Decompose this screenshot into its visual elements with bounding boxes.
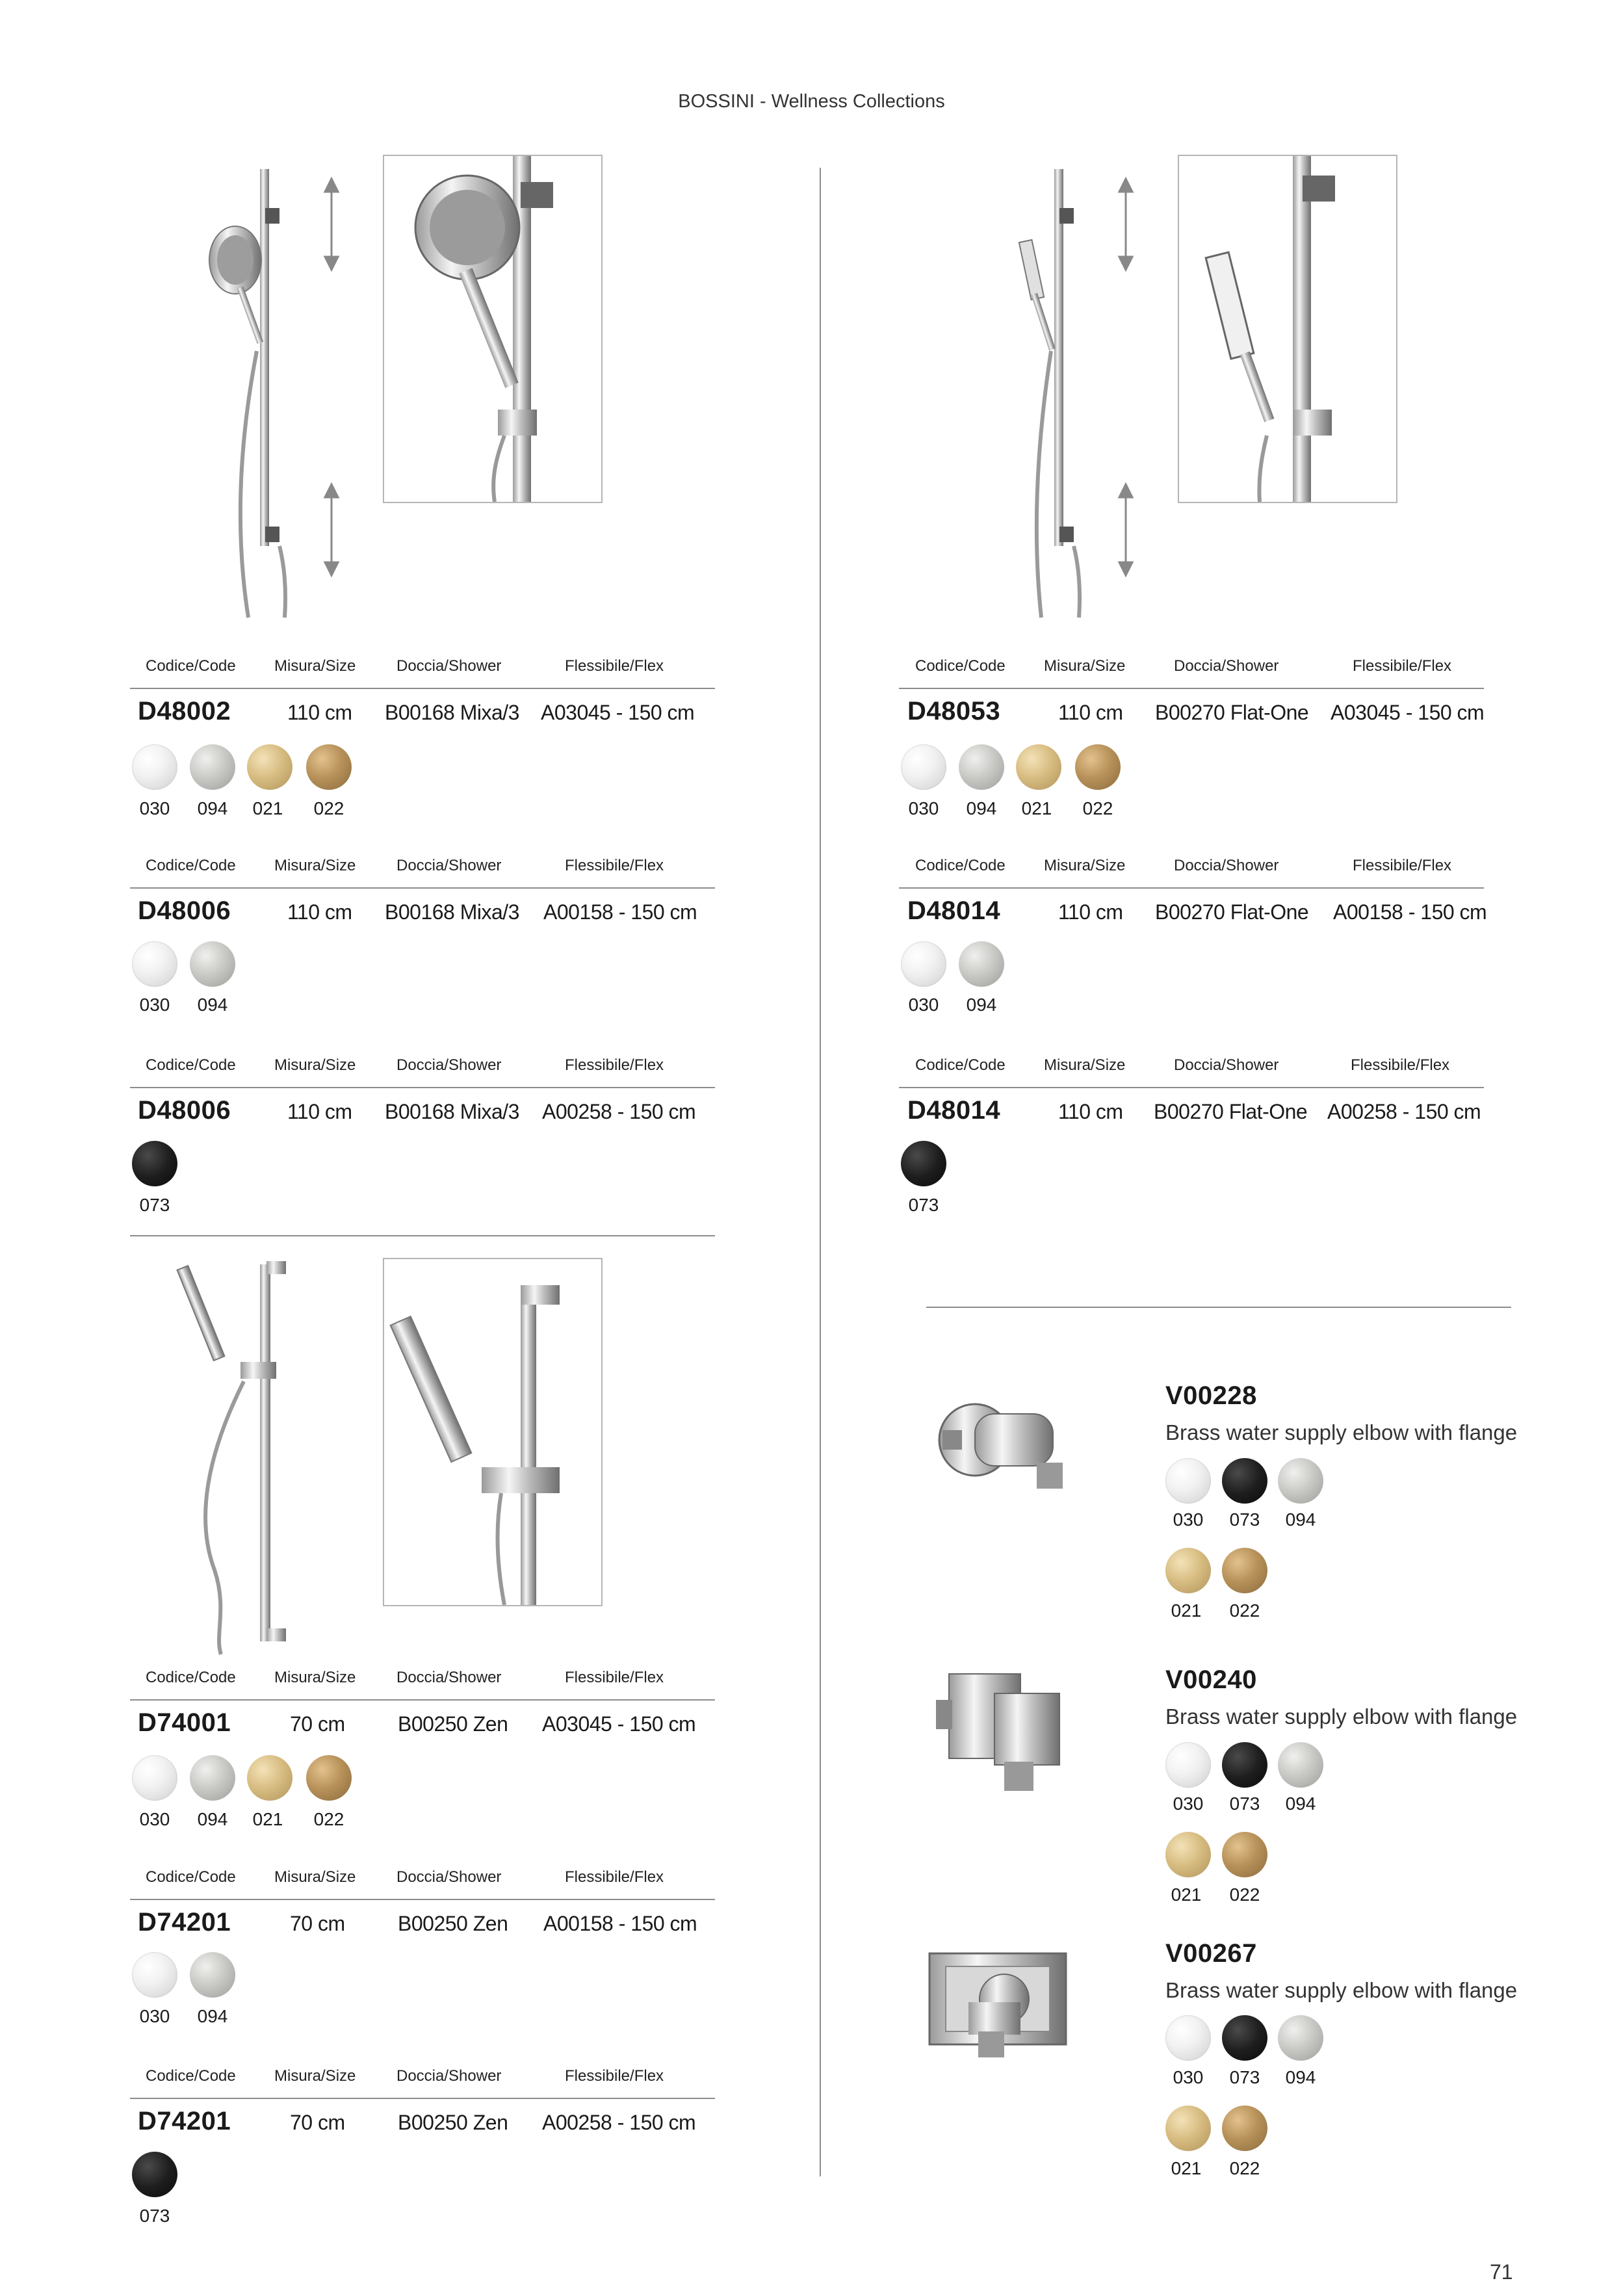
page-header: BOSSINI - Wellness Collections	[678, 91, 945, 112]
finish-code: 094	[966, 995, 997, 1015]
finish-swatch	[247, 744, 292, 790]
shower-rail-flat-one-image	[983, 163, 1152, 631]
finish-code: 021	[1171, 1600, 1202, 1621]
finish-swatch	[306, 1755, 352, 1801]
finish-swatch	[901, 941, 946, 987]
finish-code: 021	[1171, 1885, 1202, 1905]
product-shower: B00270 Flat-One	[1155, 701, 1309, 724]
product-code: D48006	[138, 1096, 231, 1125]
header-size: Misura/Size	[274, 1868, 356, 1886]
header-code: Codice/Code	[146, 657, 236, 675]
product-size: 110 cm	[1058, 1100, 1123, 1123]
finish-code: 094	[197, 798, 228, 818]
header-size: Misura/Size	[274, 2067, 356, 2085]
finish-swatch	[901, 744, 946, 790]
product-shower: B00250 Zen	[398, 1912, 508, 1935]
product-flex: A03045 - 150 cm	[542, 1712, 696, 1736]
accessory-description: Brass water supply elbow with flange	[1165, 1978, 1518, 2002]
page-number: 71	[1490, 2260, 1513, 2284]
finish-swatch	[190, 744, 235, 790]
finish-swatch	[132, 2152, 177, 2197]
finish-swatch	[1165, 2106, 1211, 2151]
finish-code: 094	[1285, 1794, 1316, 1814]
finish-code: 073	[1229, 2067, 1260, 2087]
finish-code: 094	[197, 995, 228, 1015]
finish-code: 030	[139, 1809, 170, 1829]
product-shower: B00168 Mixa/3	[385, 701, 519, 724]
table-rule	[899, 688, 1484, 689]
finish-swatch	[132, 941, 177, 987]
finish-swatch	[1222, 2106, 1267, 2151]
product-size: 70 cm	[290, 1712, 345, 1736]
accessory-code: V00240	[1165, 1665, 1257, 1694]
product-size: 70 cm	[290, 2111, 345, 2134]
header-code: Codice/Code	[915, 657, 1006, 675]
shower-head-zen-photo	[383, 1258, 603, 1606]
finish-swatch	[1165, 1548, 1211, 1593]
table-header	[0, 1056, 1560, 1076]
product-code: D74201	[138, 2107, 231, 2135]
product-shower: B00168 Mixa/3	[385, 1100, 519, 1123]
header-flex: Flessibile/Flex	[565, 657, 664, 675]
finish-swatch	[1222, 1742, 1267, 1788]
header-code: Codice/Code	[146, 2067, 236, 2085]
header-size: Misura/Size	[1044, 657, 1126, 675]
finish-code: 094	[1285, 1509, 1316, 1530]
header-shower: Doccia/Shower	[1174, 657, 1279, 675]
header-size: Misura/Size	[274, 1056, 356, 1074]
header-shower: Doccia/Shower	[396, 857, 502, 874]
header-shower: Doccia/Shower	[396, 657, 502, 675]
table-rule	[130, 1087, 715, 1088]
finish-swatch	[1278, 1742, 1323, 1788]
product-code: D48053	[907, 697, 1001, 725]
table-rule	[130, 1899, 715, 1900]
shower-head-flat-one-photo	[1178, 155, 1397, 503]
finish-swatch	[1222, 1548, 1267, 1593]
header-shower: Doccia/Shower	[1174, 1056, 1279, 1074]
product-code: D48006	[138, 896, 231, 925]
table-rule	[130, 688, 715, 689]
product-code: D48014	[907, 1096, 1001, 1125]
finish-code: 022	[1082, 798, 1113, 818]
finish-swatch	[132, 1141, 177, 1186]
finish-code: 073	[139, 2206, 170, 2226]
finish-code: 021	[252, 798, 283, 818]
finish-swatch	[901, 1141, 946, 1186]
product-size: 110 cm	[287, 1100, 352, 1123]
header-size: Misura/Size	[274, 857, 356, 874]
finish-code: 030	[139, 995, 170, 1015]
finish-swatch	[1165, 1742, 1211, 1788]
accessory-description: Brass water supply elbow with flange	[1165, 1420, 1518, 1444]
product-flex: A00258 - 150 cm	[542, 1100, 696, 1123]
finish-swatch	[190, 1952, 235, 1998]
finish-swatch	[190, 941, 235, 987]
header-flex: Flessibile/Flex	[1351, 1056, 1450, 1074]
finish-code: 030	[1173, 1509, 1204, 1530]
finish-code: 030	[1173, 1794, 1204, 1814]
elbow-v00267-image	[923, 1940, 1085, 2070]
table-row	[0, 2106, 780, 2138]
header-flex: Flessibile/Flex	[1353, 657, 1452, 675]
header-code: Codice/Code	[146, 1868, 236, 1886]
accessory-code: V00267	[1165, 1939, 1257, 1968]
header-shower: Doccia/Shower	[396, 1669, 502, 1686]
header-flex: Flessibile/Flex	[565, 1868, 664, 1886]
product-code: D74201	[138, 1908, 231, 1937]
table-rule	[130, 887, 715, 889]
elbow-v00240-image	[936, 1661, 1085, 1804]
finish-swatch	[1016, 744, 1061, 790]
shower-rail-zen-image	[175, 1258, 305, 1661]
table-row	[0, 696, 1560, 728]
product-shower: B00250 Zen	[398, 2111, 508, 2134]
finish-code: 094	[197, 2006, 228, 2026]
finish-swatch	[1165, 2015, 1211, 2061]
header-shower: Doccia/Shower	[396, 2067, 502, 2085]
product-flex: A00158 - 150 cm	[1333, 900, 1487, 924]
finish-code: 030	[139, 2006, 170, 2026]
accessory-description: Brass water supply elbow with flange	[1165, 1704, 1518, 1729]
header-size: Misura/Size	[1044, 857, 1126, 874]
product-size: 70 cm	[290, 1912, 345, 1935]
accessory-code: V00228	[1165, 1381, 1257, 1410]
finish-code: 030	[139, 798, 170, 818]
table-header	[0, 857, 1560, 876]
finish-swatch	[132, 1952, 177, 1998]
header-code: Codice/Code	[146, 1056, 236, 1074]
shower-rail-mixa-image	[188, 163, 357, 631]
product-flex: A00158 - 150 cm	[543, 900, 697, 924]
header-code: Codice/Code	[915, 1056, 1006, 1074]
finish-code: 073	[139, 1195, 170, 1215]
finish-swatch	[1222, 1458, 1267, 1504]
table-header	[0, 2067, 780, 2087]
finish-swatch	[959, 941, 1004, 987]
column-divider	[820, 168, 821, 2176]
product-flex: A00258 - 150 cm	[542, 2111, 696, 2134]
header-size: Misura/Size	[1044, 1056, 1126, 1074]
table-row	[0, 895, 1560, 928]
product-flex: A03045 - 150 cm	[1331, 701, 1485, 724]
product-shower: B00270 Flat-One	[1155, 900, 1309, 924]
section-rule	[926, 1307, 1511, 1308]
product-size: 110 cm	[287, 900, 352, 924]
finish-swatch	[306, 744, 352, 790]
table-rule	[899, 1087, 1484, 1088]
finish-code: 022	[313, 798, 344, 818]
shower-head-mixa-photo	[383, 155, 603, 503]
finish-code: 021	[252, 1809, 283, 1829]
product-size: 110 cm	[1058, 900, 1123, 924]
finish-code: 022	[1229, 1885, 1260, 1905]
finish-swatch	[190, 1755, 235, 1801]
finish-code: 094	[966, 798, 997, 818]
product-flex: A00158 - 150 cm	[543, 1912, 697, 1935]
finish-swatch	[1075, 744, 1121, 790]
header-flex: Flessibile/Flex	[565, 857, 664, 874]
elbow-v00228-image	[936, 1378, 1085, 1508]
header-size: Misura/Size	[274, 1669, 356, 1686]
finish-swatch	[132, 1755, 177, 1801]
product-code: D48002	[138, 697, 231, 725]
finish-swatch	[1165, 1832, 1211, 1877]
finish-swatch	[1278, 1458, 1323, 1504]
product-size: 110 cm	[1058, 701, 1123, 724]
table-rule	[130, 2098, 715, 2099]
finish-code: 094	[1285, 2067, 1316, 2087]
product-shower: B00270 Flat-One	[1154, 1100, 1308, 1123]
finish-swatch	[1222, 1832, 1267, 1877]
header-flex: Flessibile/Flex	[565, 1056, 664, 1074]
product-flex: A03045 - 150 cm	[541, 701, 695, 724]
table-header	[0, 1868, 780, 1888]
product-code: D74001	[138, 1708, 231, 1737]
finish-code: 022	[1229, 1600, 1260, 1621]
header-flex: Flessibile/Flex	[565, 1669, 664, 1686]
finish-code: 073	[1229, 1794, 1260, 1814]
table-rule	[899, 887, 1484, 889]
section-rule	[130, 1235, 715, 1236]
table-row	[0, 1907, 780, 1939]
finish-swatch	[132, 744, 177, 790]
product-flex: A00258 - 150 cm	[1327, 1100, 1481, 1123]
finish-swatch	[247, 1755, 292, 1801]
finish-swatch	[1222, 2015, 1267, 2061]
finish-code: 021	[1021, 798, 1052, 818]
product-shower: B00250 Zen	[398, 1712, 508, 1736]
finish-code: 073	[908, 1195, 939, 1215]
table-row	[0, 1095, 1560, 1127]
header-code: Codice/Code	[146, 1669, 236, 1686]
finish-code: 021	[1171, 2158, 1202, 2178]
finish-code: 073	[1229, 1509, 1260, 1530]
table-row	[0, 1707, 780, 1740]
header-shower: Doccia/Shower	[396, 1056, 502, 1074]
header-flex: Flessibile/Flex	[565, 2067, 664, 2085]
finish-code: 030	[1173, 2067, 1204, 2087]
finish-code: 094	[197, 1809, 228, 1829]
header-code: Codice/Code	[915, 857, 1006, 874]
finish-code: 030	[908, 995, 939, 1015]
header-shower: Doccia/Shower	[1174, 857, 1279, 874]
finish-swatch	[1278, 2015, 1323, 2061]
header-shower: Doccia/Shower	[396, 1868, 502, 1886]
product-code: D48014	[907, 896, 1001, 925]
product-shower: B00168 Mixa/3	[385, 900, 519, 924]
table-header	[0, 1669, 780, 1688]
finish-code: 022	[1229, 2158, 1260, 2178]
finish-code: 030	[908, 798, 939, 818]
finish-code: 022	[313, 1809, 344, 1829]
header-code: Codice/Code	[146, 857, 236, 874]
table-header	[0, 657, 1560, 677]
table-rule	[130, 1699, 715, 1701]
product-size: 110 cm	[287, 701, 352, 724]
header-size: Misura/Size	[274, 657, 356, 675]
finish-swatch	[1165, 1458, 1211, 1504]
finish-swatch	[959, 744, 1004, 790]
header-flex: Flessibile/Flex	[1353, 857, 1452, 874]
